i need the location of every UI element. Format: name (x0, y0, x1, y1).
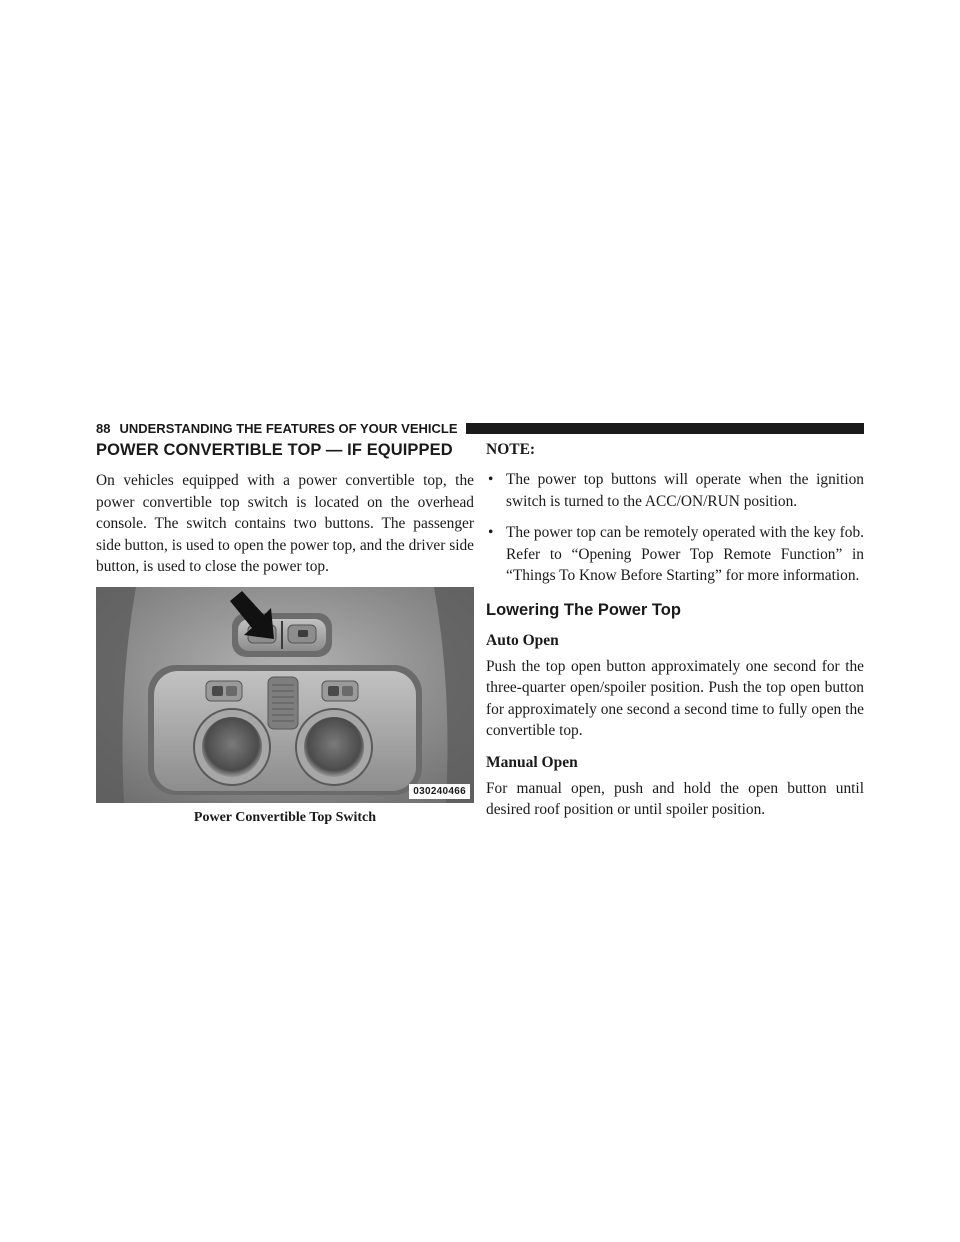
note-text: The power top can be remotely operated with the key fob. Refer to “Opening Power Top Remote Function” in “Things To Know Before Starting” for more information. (506, 524, 864, 584)
auto-open-text: Push the top open button approximately one second for the three-quarter open/spoiler position. Push the top open button for approximately one second a second time to fully open the convertible top. (486, 657, 864, 739)
bullet-icon: • (488, 471, 494, 488)
note-label: NOTE: (486, 441, 536, 458)
note-item (486, 469, 864, 512)
right-column (486, 440, 864, 821)
running-header (96, 418, 864, 438)
left-column (96, 440, 474, 826)
overhead-console-illustration (96, 587, 474, 803)
figure-overhead-console (96, 587, 474, 803)
note-text: The power top buttons will operate when the ignition switch is turned to the ACC/ON/RUN position. (506, 471, 864, 510)
header-rule (466, 423, 865, 434)
section-title: POWER CONVERTIBLE TOP — IF EQUIPPED (96, 441, 453, 459)
subsection-title: Lowering The Power Top (486, 600, 681, 619)
running-title: UNDERSTANDING THE FEATURES OF YOUR VEHICLE (119, 420, 458, 436)
auto-open-heading: Auto Open (486, 631, 559, 649)
notes-list (486, 469, 864, 587)
manual-open-text: For manual open, push and hold the open button until desired roof position or until spoiler position. (486, 779, 864, 818)
intro-paragraph: On vehicles equipped with a power convertible top, the power convertible top switch is located on the overhead console. The switch contains two buttons. The passenger side button, is used to open the power top, and the driver side button, is used to close the power top. (96, 472, 474, 575)
note-item (486, 522, 864, 587)
manual-open-heading: Manual Open (486, 753, 578, 771)
figure-code: 030240466 (409, 784, 470, 799)
bullet-icon: • (488, 524, 494, 541)
page-number: 88 (96, 420, 111, 436)
figure-caption: Power Convertible Top Switch (193, 809, 377, 825)
